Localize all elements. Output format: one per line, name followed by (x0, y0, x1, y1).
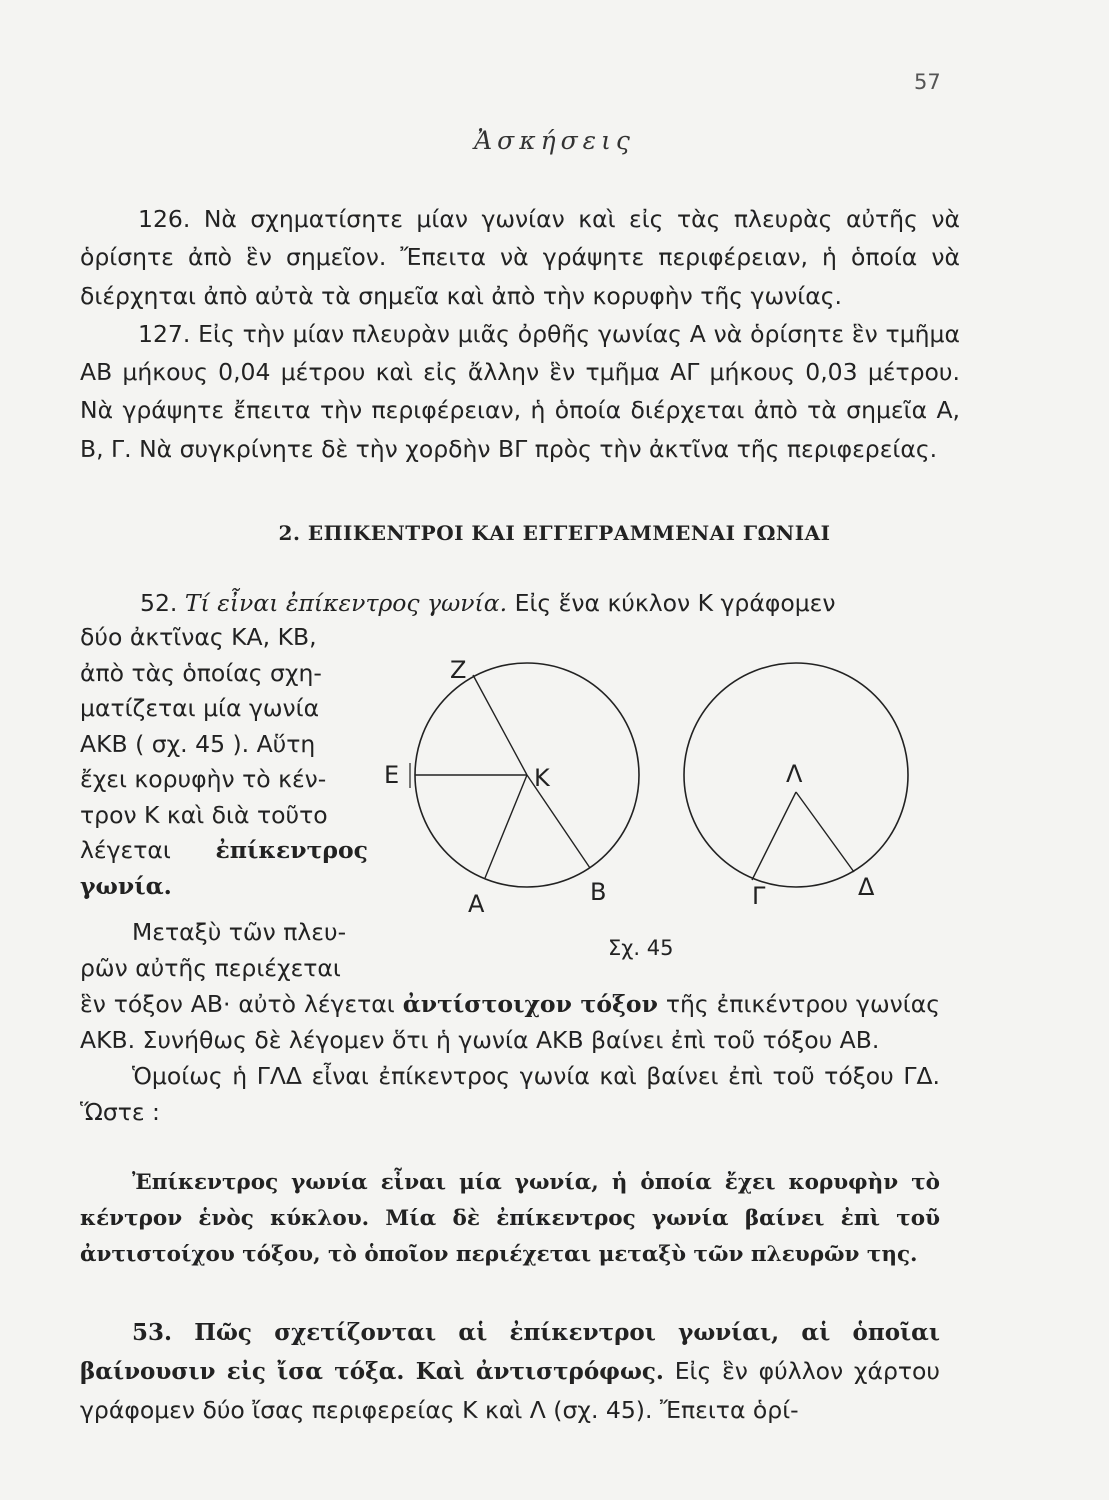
label-d: Δ (858, 873, 875, 901)
left-line: τρον Κ καὶ διὰ τοῦτο (80, 800, 328, 829)
arc-paragraph (80, 986, 940, 1058)
label-k: K (534, 764, 550, 792)
page-number: 57 (914, 70, 941, 94)
radius-kz (473, 675, 527, 775)
para-53-body: Εἰς ἓν φύλλον χάρτου γράφομεν δύο ἴσας περιφερείας Κ καὶ Λ (σχ. 45). Ἔπειτα ὁρί- (80, 1357, 940, 1424)
label-e: Ε (384, 761, 400, 789)
chord-lg (752, 792, 796, 880)
left-line: ματίζεται μία γωνία (80, 694, 320, 722)
arc-post: τῆς ἐπικέντρου γωνίας ΑΚΒ. Συνήθως δὲ λέγομεν ὅτι ἡ γωνία ΑΚΒ βαίνει ἐπὶ τοῦ τόξου ΑΒ. (80, 990, 940, 1054)
left-line-called (80, 833, 368, 869)
para-52-continued (80, 986, 940, 1130)
between-sides-text (80, 914, 380, 986)
left-line: δύο ἀκτῖνας ΚΑ, ΚΒ, (80, 623, 317, 651)
para-52-number: 52. (140, 589, 178, 617)
exercises-title: Ἀσκήσεις (474, 126, 635, 155)
radius-ka (485, 775, 527, 878)
label-g: Γ (752, 882, 766, 910)
called-text: λέγεται (80, 836, 171, 864)
para-53-heading: 53. Πῶς σχετίζονται αἱ ἐπίκεντροι γωνίαι, αἱ ὁποῖαι βαίνουσιν εἰς ἴσα τόξα. Καὶ ἀντιστρόφως. (80, 1319, 940, 1385)
term-epikentros: ἐπίκεντρος (215, 836, 368, 864)
label-b: B (590, 878, 607, 906)
label-l: Λ (786, 760, 803, 788)
figure-45 (380, 650, 960, 970)
exercise-127: 127. Εἰς τὴν μίαν πλευρὰν μιᾶς ὀρθῆς γωνίας Α νὰ ὁρίσητε ἓν τμῆμα ΑΒ μήκους 0,04 μέτρου καὶ εἰς ἄλλην ἓν τμῆμα ΑΓ μήκους 0,03 μέτρου. Νὰ γράψητε ἔπειτα τὴν περιφέρειαν, ἡ ὁποία διέρχεται ἀπὸ τὰ σημεῖα Α, Β, Γ. Νὰ συγκρίνητε δὲ τὴν χορδὴν ΒΓ πρὸς τὴν ἀκτῖνα τῆς περιφερείας. (80, 319, 960, 463)
para-53 (80, 1313, 940, 1429)
para-52-left-column (80, 620, 380, 904)
para-53-text (80, 1313, 940, 1429)
definition-text: Ἐπίκεντρος γωνία εἶναι μία γωνία, ἡ ὁποία ἔχει κορυφὴν τὸ κέντρον ἑνὸς κύκλου. Μία δὲ ἐπίκεντρος γωνία βαίνει ἐπὶ τοῦ ἀντιστοίχου τόξου, τὸ ὁποῖον περιέχεται μεταξὺ τῶν πλευρῶν της. (80, 1170, 940, 1267)
left-line: ΑΚΒ ( σχ. 45 ). Αὕτη (80, 729, 316, 758)
similarly-paragraph: Ὁμοίως ἡ ΓΛΔ εἶναι ἐπίκεντρος γωνία καὶ βαίνει ἐπὶ τοῦ τόξου ΓΔ. Ὥστε : (80, 1062, 940, 1126)
definition-block (80, 1165, 940, 1273)
between-line: Μεταξὺ τῶν πλευ- (132, 918, 347, 946)
exercises-block (80, 200, 960, 468)
section-heading: 2. ΕΠΙΚΕΝΤΡΟΙ ΚΑΙ ΕΓΓΕΓΡΑΜΜΕΝΑΙ ΓΩΝΙΑΙ (278, 521, 831, 545)
term-gonia: γωνία. (80, 871, 172, 900)
arc-term: ἀντίστοιχον τόξον (402, 990, 658, 1018)
between-line: ρῶν αὐτῆς περιέχεται (80, 954, 341, 982)
para-52-first-line (80, 587, 960, 619)
chord-ld (796, 792, 854, 872)
left-line: ἀπὸ τὰς ὁποίας σχη- (80, 658, 322, 687)
arc-pre: ἓν τόξον ΑΒ· αὐτὸ λέγεται (80, 990, 395, 1018)
left-line: ἔχει κορυφὴν τὸ κέν- (80, 765, 327, 793)
label-a: A (468, 890, 485, 918)
para-52-first-line-rest: Εἰς ἕνα κύκλον Κ γράφομεν (514, 589, 836, 617)
figure-caption: Σχ. 45 (608, 936, 674, 960)
label-z: Z (450, 656, 467, 684)
exercise-126: 126. Νὰ σχηματίσητε μίαν γωνίαν καὶ εἰς τὰς πλευρὰς αὐτῆς νὰ ὁρίσητε ἀπὸ ἓν σημεῖον. Ἔπειτα νὰ γράψητε περιφέρειαν, ἡ ὁποία νὰ διέρχηται ἀπὸ αὐτὰ τὰ σημεῖα καὶ ἀπὸ τὴν κορυφὴν τῆς γωνίας. (80, 205, 960, 310)
para-52-question: Τί εἶναι ἐπίκεντρος γωνία. (184, 589, 508, 617)
